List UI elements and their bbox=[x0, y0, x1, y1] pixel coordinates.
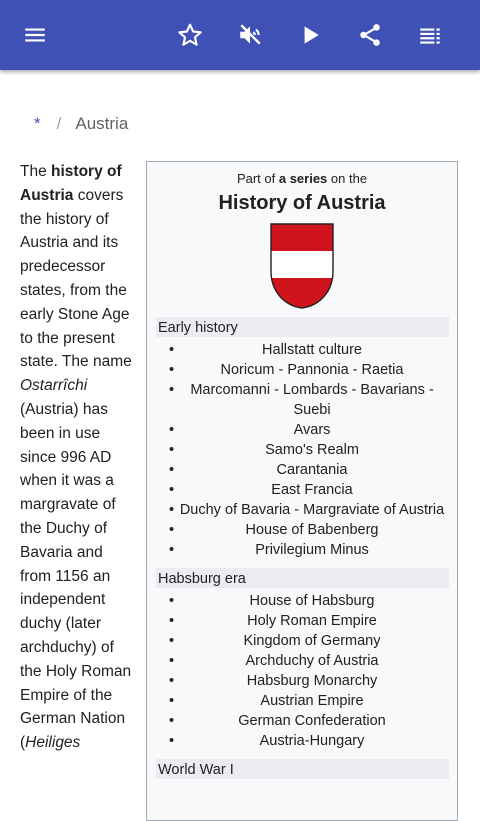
intro-italic-term: Ostarrîchi bbox=[20, 377, 88, 395]
breadcrumb-home-link[interactable]: * bbox=[34, 114, 41, 133]
share-icon[interactable] bbox=[350, 15, 390, 55]
infobox-list-item-link[interactable]: • Habsburg Monarchy bbox=[147, 671, 457, 691]
infobox-list-item-link[interactable]: • Holy Roman Empire bbox=[147, 611, 457, 631]
intro-bold-subject: history of Austria bbox=[20, 163, 122, 204]
infobox-list-item-link[interactable]: • Carantania bbox=[147, 460, 457, 480]
infobox-list-item-link[interactable]: • Austrian Empire bbox=[147, 691, 457, 711]
infobox-section-heading: Habsburg era bbox=[156, 568, 449, 588]
infobox-list-item-link[interactable]: • Noricum - Pannonia - Raetia bbox=[147, 360, 457, 380]
intro-text: covers the history of Austria and its predecessor states, from the early Stone Age to the present state. The name bbox=[20, 186, 132, 371]
infobox-list-item-link[interactable]: • Hallstatt culture bbox=[147, 340, 457, 360]
infobox-series-note bbox=[147, 171, 457, 186]
breadcrumb bbox=[34, 114, 128, 134]
infobox-list-item-link[interactable]: • Avars bbox=[147, 420, 457, 440]
infobox-list-item-link[interactable]: • German Confederation bbox=[147, 711, 457, 731]
infobox-list-item-link[interactable]: • Privilegium Minus bbox=[147, 540, 457, 560]
infobox-list-item-link[interactable]: • House of Habsburg bbox=[147, 591, 457, 611]
austria-coat-of-arms-icon bbox=[270, 223, 334, 309]
infobox-list-item-link[interactable]: • Kingdom of Germany bbox=[147, 631, 457, 651]
intro-text: (Austria) has been in use since 996 AD when it was a margravate of the Duchy of Bavaria and from 1156 an independent duchy (later archduchy) of the Holy Roman Empire of the German Nation ( bbox=[20, 400, 132, 752]
infobox-section-heading: World War I bbox=[156, 759, 449, 779]
series-infobox bbox=[146, 161, 458, 821]
infobox-pre-text: Part of bbox=[236, 171, 279, 186]
intro-text: The bbox=[20, 163, 52, 180]
article-intro bbox=[20, 160, 132, 755]
infobox-sections bbox=[147, 317, 457, 779]
infobox-pre-text: on the bbox=[327, 171, 368, 186]
infobox-list-item-link[interactable]: • East Francia bbox=[147, 480, 457, 500]
volume-off-icon[interactable] bbox=[230, 15, 270, 55]
infobox-list-item-link[interactable]: • Austria-Hungary bbox=[147, 731, 457, 751]
infobox-list-item-link[interactable]: • Samo's Realm bbox=[147, 440, 457, 460]
infobox-list-item-link[interactable]: • Duchy of Bavaria - Margraviate of Austria bbox=[147, 500, 457, 520]
infobox-list-item-link[interactable]: • House of Babenberg bbox=[147, 520, 457, 540]
intro-italic-term: Heiliges bbox=[25, 734, 81, 752]
toc-list-icon[interactable] bbox=[410, 15, 450, 55]
series-link[interactable]: a series bbox=[278, 171, 328, 186]
infobox-section-list bbox=[147, 340, 457, 560]
play-icon[interactable] bbox=[290, 15, 330, 55]
app-bar bbox=[0, 0, 480, 70]
infobox-list-item-link[interactable]: • Archduchy of Austria bbox=[147, 651, 457, 671]
infobox-section-list bbox=[147, 591, 457, 751]
infobox-list-item-link[interactable]: • Marcomanni - Lombards - Bavarians - Suebi bbox=[147, 380, 457, 420]
breadcrumb-separator: / bbox=[56, 114, 62, 133]
infobox-section-heading: Early history bbox=[156, 317, 449, 337]
star-outline-icon[interactable] bbox=[170, 15, 210, 55]
infobox-title: History of Austria bbox=[218, 192, 386, 214]
menu-icon[interactable] bbox=[15, 15, 55, 55]
breadcrumb-current: Austria bbox=[75, 114, 129, 133]
